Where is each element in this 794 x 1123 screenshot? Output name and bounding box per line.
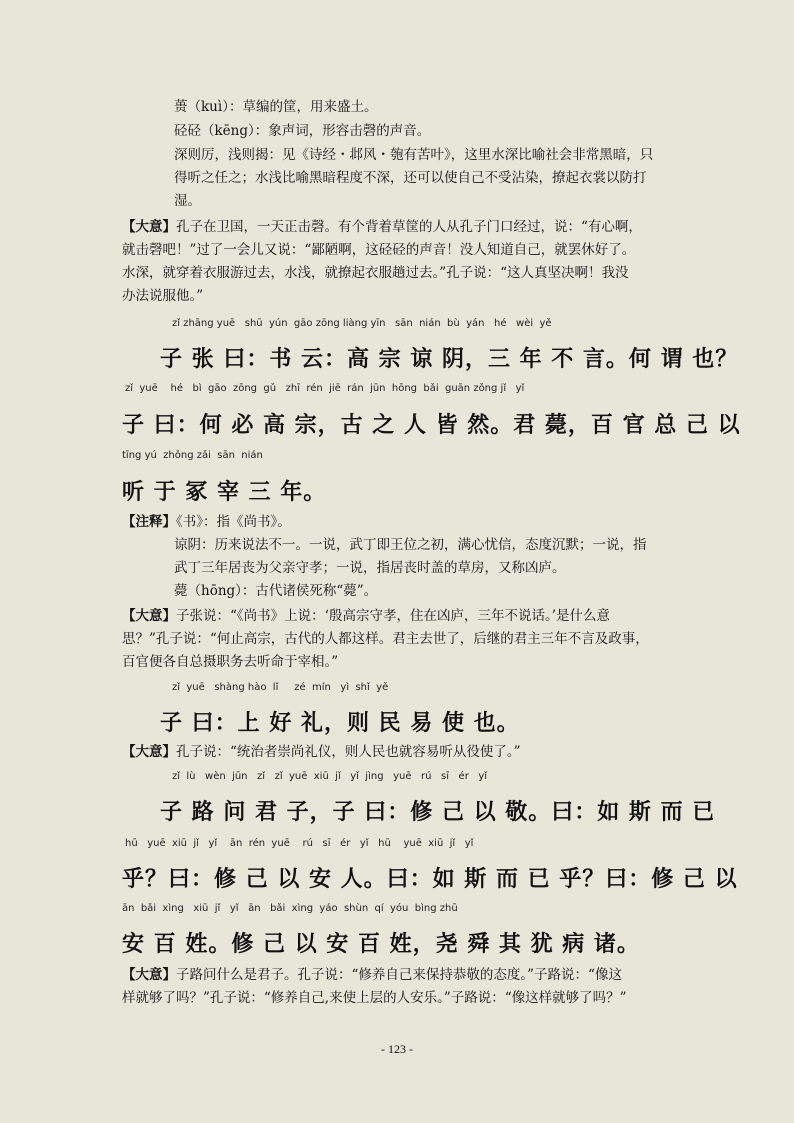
classical-line: 安 百 姓。修 己 以 安 百 姓，尧 舜 其 犹 病 诸。 [122, 931, 640, 957]
pinyin-line: hū yuē xiū jǐ yǐ ān rén yuē rú sī ér yǐ hū yuē xiū jǐ yǐ [125, 838, 474, 849]
dayi-label: 【大意】 [122, 967, 176, 983]
dayi-line: 办法说服他。” [122, 288, 204, 304]
classical-line: 子 曰：何 必 高 宗，古 之 人 皆 然。君 薨，百 官 总 己 以 [122, 412, 741, 438]
classical-line: 乎？曰：修 己 以 安 人。曰：如 斯 而 已 乎？曰：修 己 以 [122, 866, 738, 892]
note-line: 湿。 [174, 193, 201, 209]
classical-line: 子 路 问 君 子，子 曰：修 己 以 敬。曰：如 斯 而 已 [160, 799, 716, 825]
zhushi-paragraph: 【注释】《书》：指《尚书》。 [122, 514, 291, 530]
pinyin-line: zǐ yuē shàng hào lǐ zé mín yì shǐ yě [172, 682, 389, 693]
dayi-line: 样就够了吗？”孔子说：“修养自己,来使上层的人安乐。”子路说：“像这样就够了吗？” [122, 990, 627, 1006]
pinyin-line: zǐ lù wèn jūn zǐ zǐ yuē xiū jǐ yǐ jìng yuē rú sī ér yǐ [172, 771, 488, 782]
dayi-label: 【大意】 [122, 608, 176, 624]
classical-line: 子 张 曰：书 云：高 宗 谅 阴，三 年 不 言。何 谓 也？ [160, 346, 739, 372]
note-line: 硁硁（kēng）：象声词，形容击磬的声音。 [174, 123, 431, 139]
dayi-line: 就击磬吧！”过了一会儿又说：“鄙陋啊，这硁硁的声音！没人知道自己，就罢休好了。 [122, 242, 636, 258]
pinyin-line: ān bǎi xìng xiū jǐ yǐ ān bǎi xìng yáo shùn qí yóu bìng zhū [122, 903, 458, 914]
zhushi-label: 【注释】 [122, 514, 176, 530]
dayi-paragraph: 【大意】子路问什么是君子。孔子说：“修养自己来保持恭敬的态度。”子路说：“像这 [122, 967, 622, 983]
dayi-paragraph: 【大意】孔子说：“统治者崇尚礼仪，则人民也就容易听从役使了。” [122, 744, 521, 760]
dayi-paragraph: 【大意】子张说：“《尚书》上说：‘殷高宗守孝，住在凶庐，三年不说话。’是什么意 [122, 608, 610, 624]
note-line: 薨（hōng）：古代诸侯死称“薨”。 [174, 583, 378, 599]
dayi-paragraph: 【大意】孔子在卫国，一天正击磬。有个背着草筐的人从孔子门口经过，说：“有心啊， [122, 219, 642, 235]
note-line: 谅阴：历来说法不一。一说，武丁即王位之初，满心忧信，态度沉默；一说，指 [174, 537, 647, 553]
dayi-line: 百官便各自总摄职务去听命于宰相。” [122, 654, 339, 670]
note-line: 深则厉，浅则揭：见《诗经・邶风・匏有苦叶》，这里水深比喻社会非常黑暗，只 [174, 147, 654, 163]
dayi-line: 思？”孔子说：“何止高宗，古代的人都这样。君主去世了，后继的君主三年不言及政事， [122, 631, 649, 647]
page-number: - 123 - [381, 1042, 413, 1056]
dayi-label: 【大意】 [122, 219, 176, 235]
pinyin-line: zǐ yuē hé bì gāo zōng gǔ zhī rén jiē rán jūn hōng bǎi guān zǒng jǐ yǐ [125, 383, 525, 394]
note-line: 蒉（kuì）：草编的筐，用来盛土。 [174, 99, 378, 115]
pinyin-line: tīng yú zhǒng zǎi sān nián [122, 450, 263, 461]
pinyin-line: zǐ zhāng yuē shū yún gāo zōng liàng yīn sān nián bù yán hé wèi yě [172, 318, 552, 329]
classical-line: 听 于 冢 宰 三 年。 [122, 479, 327, 505]
note-line: 武丁三年居丧为父亲守孝；一说，指居丧时盖的草房，又称凶庐。 [174, 560, 566, 576]
dayi-label: 【大意】 [122, 744, 176, 760]
classical-line: 子 曰：上 好 礼，则 民 易 使 也。 [160, 710, 520, 736]
note-line: 得听之任之；水浅比喻黑暗程度不深，还可以使自己不受沾染，撩起衣裳以防打 [174, 170, 647, 186]
dayi-line: 水深，就穿着衣服游过去，水浅，就撩起衣服趟过去。”孔子说：“这人真坚决啊！我没 [122, 265, 629, 281]
